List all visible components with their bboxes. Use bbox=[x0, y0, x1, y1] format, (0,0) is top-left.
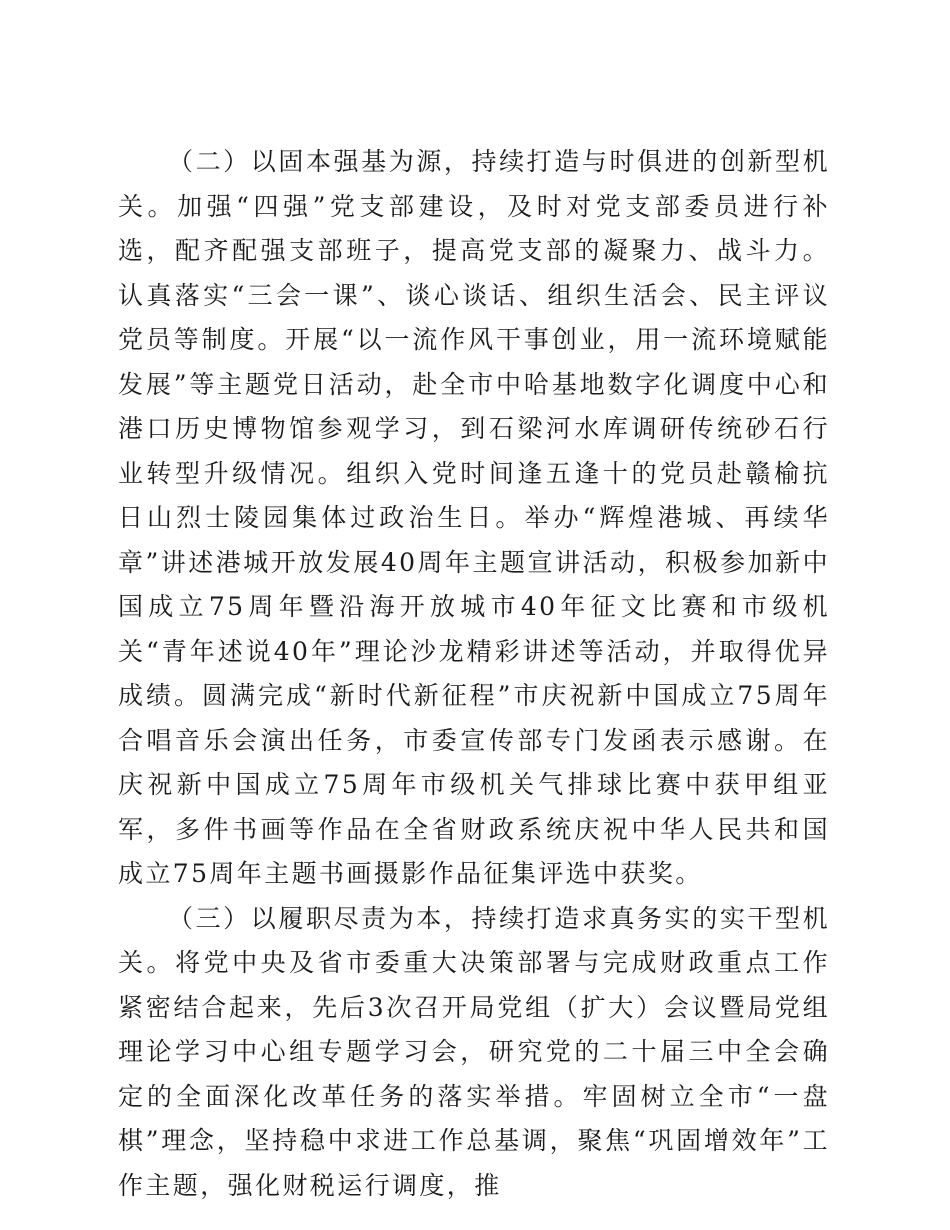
section-two-heading: （二）以固本强基为源，持续打造与时俱进的创新型机关。 bbox=[118, 147, 830, 221]
section-three-paragraph bbox=[118, 897, 830, 1209]
section-three-text: 将党中央及省市委重大决策部署与完成财政重点工作紧密结合起来，先后3次召开局党组（扩大）会议暨局党组理论学习中心组专题学习会，研究党的二十届三中全会确定的全面深化改革任务的落实举措。牢固树立全市“一盘棋”理念，坚持稳中求进工作总基调，聚焦“巩固增效年”工作主题，强化财税运行调度，推 bbox=[118, 948, 831, 1200]
section-three-heading: （三）以履职尽责为本，持续打造求真务实的实干型机关。 bbox=[118, 903, 830, 977]
section-two-text: 加强“四强”党支部建设，及时对党支部委员进行补选，配齐配强支部班子，提高党支部的凝聚力、战斗力。认真落实“三会一课”、谈心谈话、组织生活会、民主评议党员等制度。开展“以一流作风干事创业，用一流环境赋能发展”等主题党日活动，赴全市中哈基地数字化调度中心和港口历史博物馆参观学习，到石梁河水库调研传统砂石行业转型升级情况。组织入党时间逢五逢十的党员赴赣榆抗日山烈士陵园集体过政治生日。举办“辉煌港城、再续华章”讲述港城开放发展40周年主题宣讲活动，积极参加新中国成立75周年暨沿海开放城市40年征文比赛和市级机关“青年述说40年”理论沙龙精彩讲述等活动，并取得优异成绩。圆满完成“新时代新征程”市庆祝新中国成立75周年合唱音乐会演出任务，市委宣传部专门发函表示感谢。在庆祝新中国成立75周年市级机关气排球比赛中获甲组亚军，多件书画等作品在全省财政系统庆祝中华人民共和国成立75周年主题书画摄影作品征集评选中获奖。 bbox=[118, 191, 830, 888]
document-body bbox=[118, 140, 830, 1208]
section-two-paragraph bbox=[118, 140, 830, 897]
